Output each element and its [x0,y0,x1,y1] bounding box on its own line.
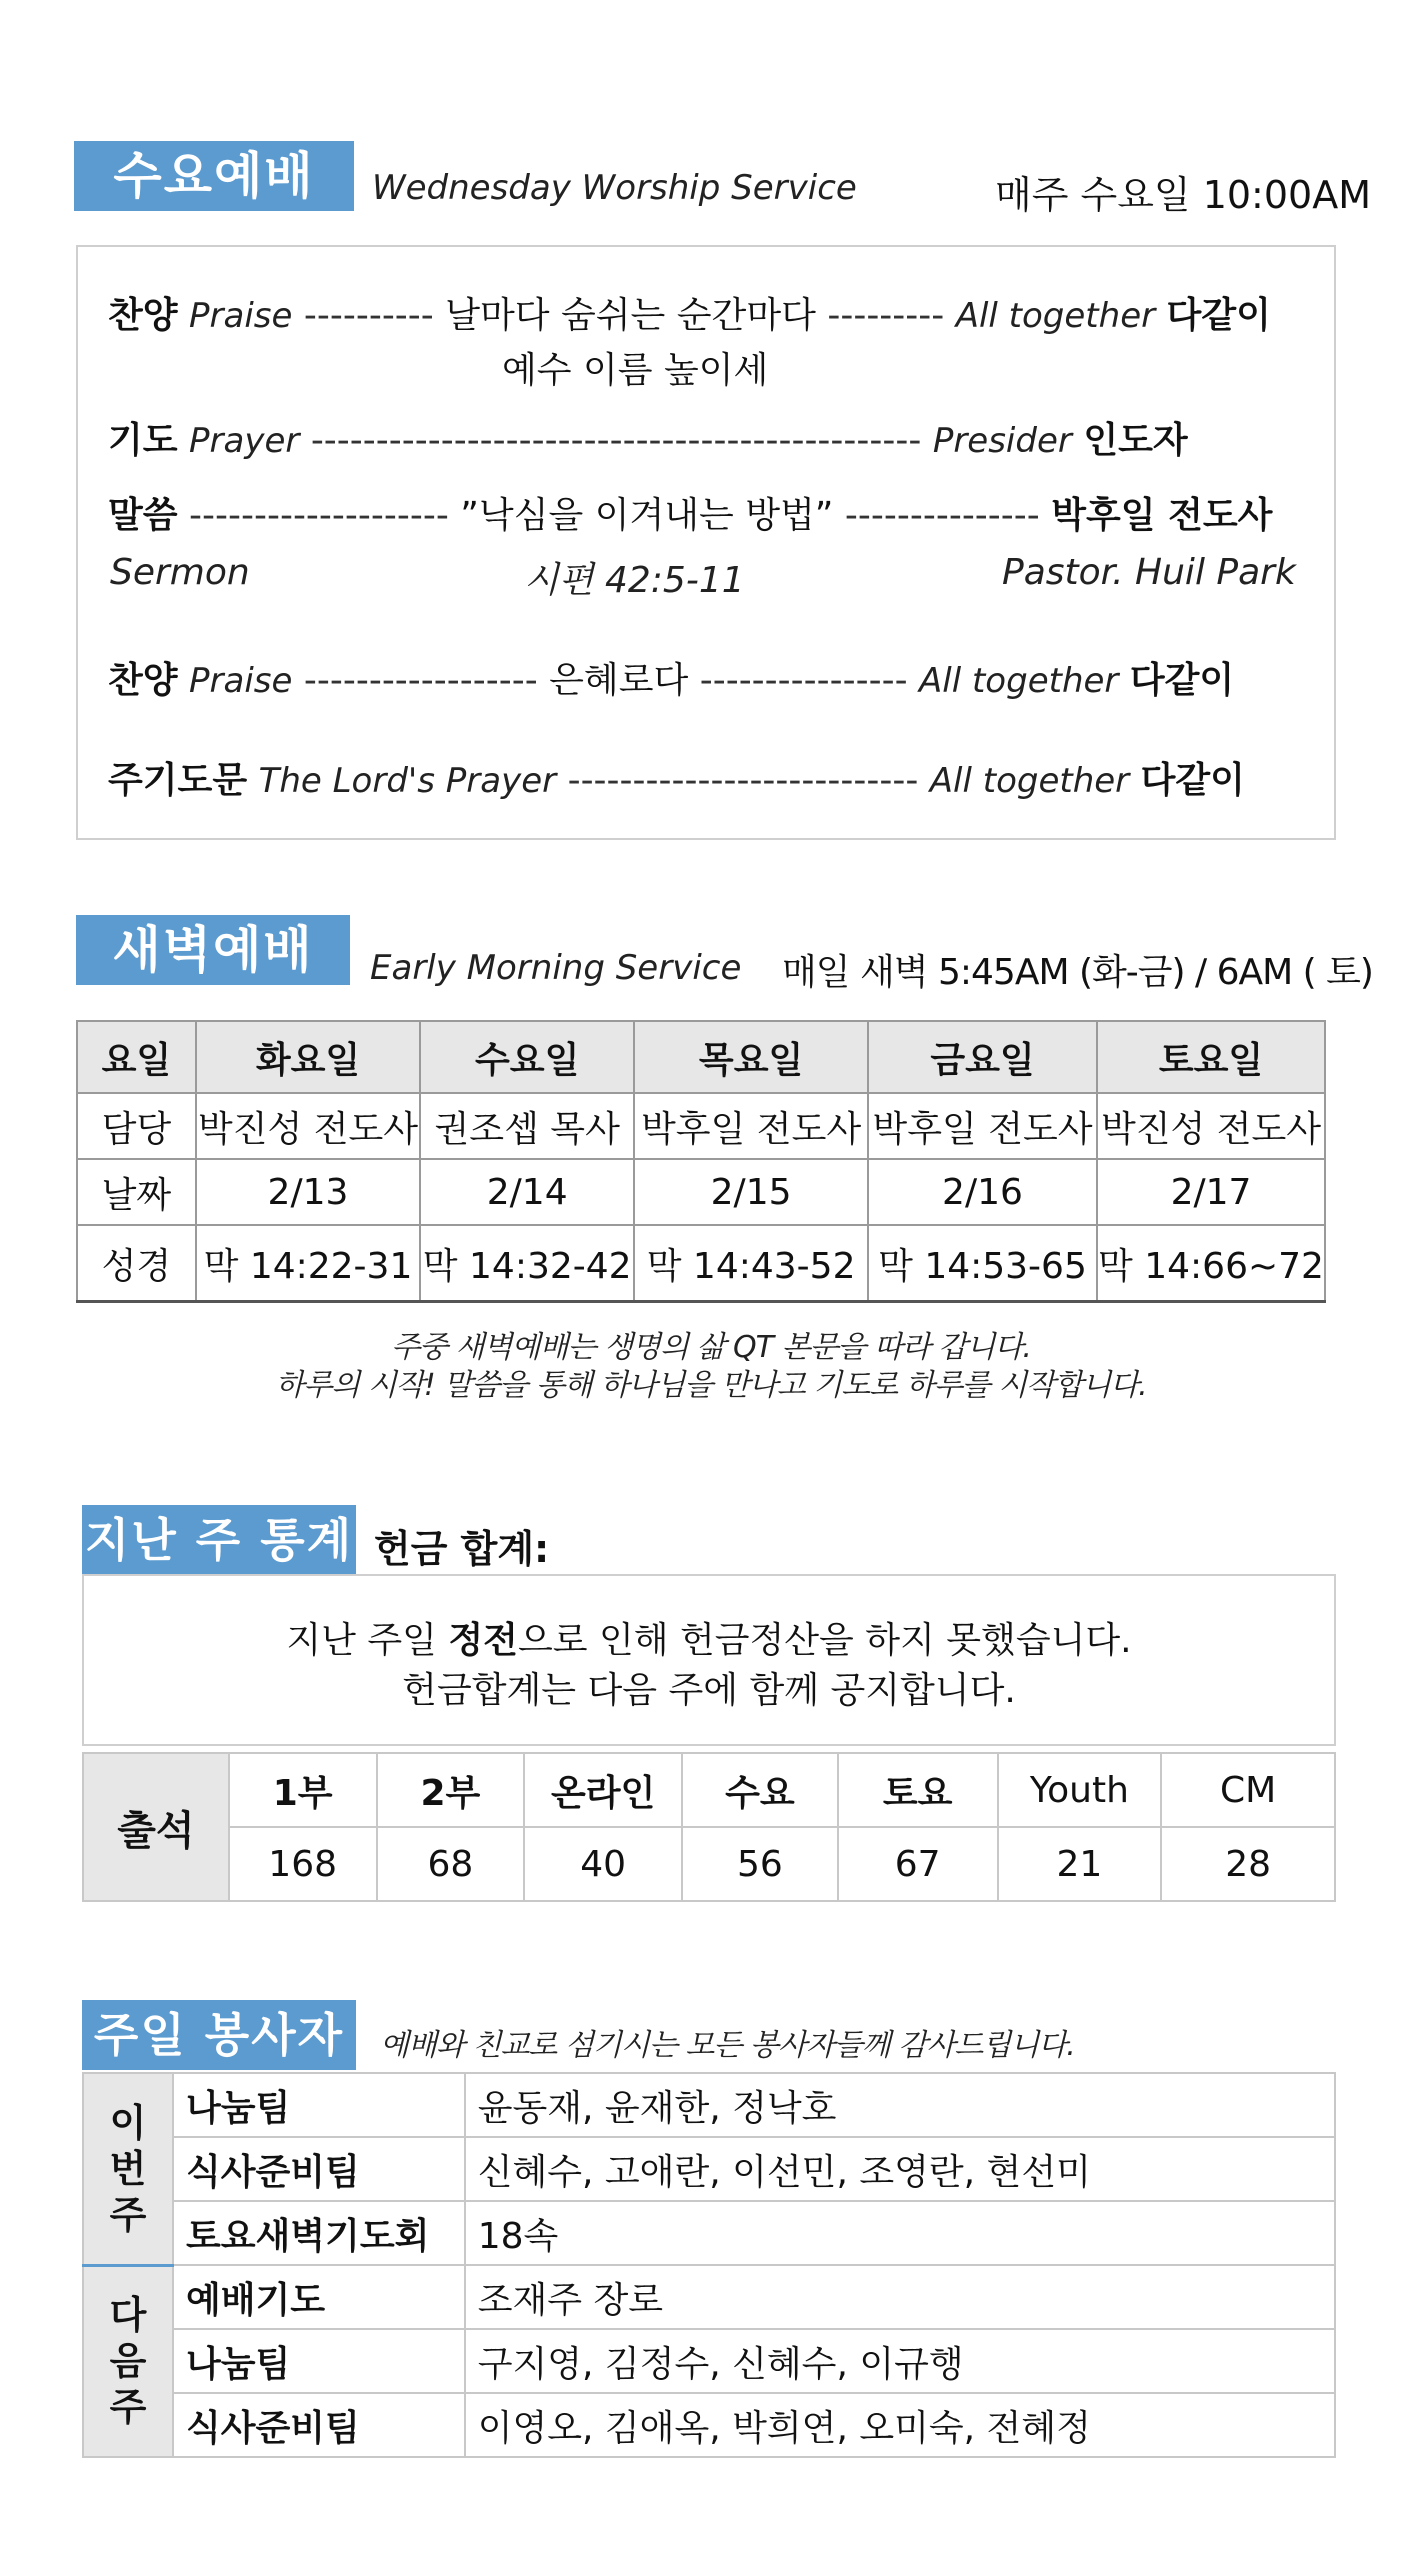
song-title: 은혜로다 [549,660,689,701]
dash: --------- [827,295,945,336]
praise-label: 찬양 [108,660,178,701]
this-week-label: 이번주 [83,2073,173,2265]
leader-ko: 다같이 [1166,295,1271,336]
volunteer-names: 신혜수, 고애란, 이선민, 조영란, 현선미 [465,2137,1335,2201]
lords-prayer-label: 주기도문 [108,760,248,801]
table-cell: 박진성 전도사 [196,1093,420,1159]
table-row [77,1225,1325,1302]
leader-ko: 인도자 [1083,420,1188,461]
volunteer-names: 이영오, 김애옥, 박희연, 오미숙, 전혜정 [465,2393,1335,2457]
volunteer-role: 나눔팀 [173,2073,465,2137]
leader-en: All together [955,296,1156,336]
sermon-en: Sermon [110,552,250,593]
dash: ------------------ [303,660,538,701]
praise-label: 찬양 [108,295,178,336]
table-cell: 박후일 전도사 [634,1093,868,1159]
attendance-table [82,1752,1336,1902]
table-row [83,2329,1335,2393]
volunteers-tag: 주일 봉사자 [82,2000,356,2070]
dawn-note-2: 하루의 시작! 말씀을 통해 하나님을 만나고 기도로 하루를 시작합니다. [275,1368,1147,1403]
message-part: 으로 인해 헌금정산을 하지 못했습니다. [517,1620,1132,1661]
leader-en: All together [919,661,1119,701]
sermon-row [108,487,1334,538]
dawn-schedule: 매일 새벽 5:45AM (화-금) / 6AM ( 토) [782,952,1373,993]
sermon-title: ”낙심을 이겨내는 방법” [460,495,834,536]
offering-message-1 [84,1612,1334,1663]
dash: ---------- [303,295,434,336]
dawn-table [76,1020,1326,1303]
volunteers-table [82,2072,1336,2458]
attendance-values-row [83,1827,1335,1901]
row-label: 성경 [77,1225,196,1302]
attendance-col-header: CM [1161,1753,1335,1827]
volunteer-names: 구지영, 김정수, 신혜수, 이규행 [465,2329,1335,2393]
praise-row-2 [108,652,1334,703]
volunteer-role: 토요새벽기도회 [173,2201,465,2265]
sermon-verse: 시편 42:5-11 [524,560,745,601]
dash: --------------------------- [567,760,919,801]
praise-en: Praise [189,661,293,701]
lords-prayer-row [108,752,1334,803]
preacher-en: Pastor. Huil Park [1002,552,1296,593]
prayer-en: Prayer [189,421,300,461]
header-wed: 수요일 [420,1021,634,1093]
table-cell: 2/13 [196,1159,420,1225]
table-cell: 막 14:22-31 [196,1225,420,1302]
row-label: 날짜 [77,1159,196,1225]
stats-tag: 지난 주 통계 [82,1505,356,1575]
attendance-col-header: 온라인 [524,1753,682,1827]
table-cell: 2/14 [420,1159,634,1225]
table-cell: 2/15 [634,1159,868,1225]
attendance-value: 21 [998,1827,1162,1901]
attendance-header-row [83,1753,1335,1827]
dash: -------------------- [189,495,449,536]
praise-en: Praise [189,296,293,336]
attendance-col-header: 1부 [229,1753,377,1827]
leader-en: Presider [932,421,1072,461]
volunteer-role: 식사준비팀 [173,2137,465,2201]
header-tue: 화요일 [196,1021,420,1093]
next-week-label: 다음주 [83,2265,173,2457]
volunteer-names: 윤동재, 윤재한, 정낙호 [465,2073,1335,2137]
sermon-label: 말씀 [108,495,178,536]
table-row [77,1093,1325,1159]
header-day: 요일 [77,1021,196,1093]
table-cell: 막 14:53-65 [868,1225,1097,1302]
volunteer-role: 예배기도 [173,2265,465,2329]
volunteer-role: 나눔팀 [173,2329,465,2393]
volunteers-note: 예배와 친교로 섬기시는 모든 봉사자들께 감사드립니다. [380,2028,1075,2063]
header-thu: 목요일 [634,1021,868,1093]
attendance-value: 67 [838,1827,998,1901]
leader-en: All together [929,761,1130,801]
table-row [83,2137,1335,2201]
leader-ko: 다같이 [1140,760,1245,801]
attendance-col-header: Youth [998,1753,1162,1827]
header-fri: 금요일 [868,1021,1097,1093]
wednesday-subtitle: Wednesday Worship Service [372,168,857,208]
offering-message-box [82,1574,1336,1746]
attendance-col-header: 2부 [377,1753,525,1827]
prayer-row [108,412,1334,463]
volunteer-names: 18속 [465,2201,1335,2265]
song-title: 날마다 숨쉬는 순간마다 [445,295,816,336]
table-cell: 2/16 [868,1159,1097,1225]
table-cell: 박후일 전도사 [868,1093,1097,1159]
table-cell: 2/17 [1097,1159,1325,1225]
attendance-value: 28 [1161,1827,1335,1901]
volunteer-role: 식사준비팀 [173,2393,465,2457]
offering-label: 헌금 합계: [374,1527,550,1571]
dawn-header-row [77,1021,1325,1093]
table-row [77,1159,1325,1225]
preacher: 박후일 전도사 [1051,495,1273,536]
attendance-value: 56 [682,1827,838,1901]
table-row [83,2265,1335,2329]
message-emphasis: 정전 [448,1620,518,1661]
row-label: 담당 [77,1093,196,1159]
dash: ---------------- [699,660,908,701]
dash: --------------- [844,495,1040,536]
offering-message-2: 헌금합계는 다음 주에 함께 공지합니다. [402,1670,1016,1711]
attendance-col-header: 토요 [838,1753,998,1827]
dash: ----------------------------------------------- [310,420,922,461]
table-cell: 막 14:32-42 [420,1225,634,1302]
table-cell: 막 14:43-52 [634,1225,868,1302]
attendance-col-header: 수요 [682,1753,838,1827]
table-row [83,2073,1335,2137]
attendance-value: 168 [229,1827,377,1901]
attendance-label: 출석 [83,1753,229,1901]
attendance-value: 40 [524,1827,682,1901]
table-row [83,2393,1335,2457]
leader-ko: 다같이 [1129,660,1235,701]
wednesday-order-box [76,245,1336,840]
prayer-label: 기도 [108,420,178,461]
lords-prayer-en: The Lord's Prayer [258,761,557,801]
table-cell: 막 14:66~72 [1097,1225,1325,1302]
table-row [83,2201,1335,2265]
attendance-value: 68 [377,1827,525,1901]
dawn-subtitle: Early Morning Service [370,948,742,988]
table-cell: 박진성 전도사 [1097,1093,1325,1159]
dawn-tag: 새벽예배 [76,915,350,985]
wednesday-schedule: 매주 수요일 10:00AM [995,173,1371,217]
header-sat: 토요일 [1097,1021,1325,1093]
wednesday-tag: 수요예배 [74,141,354,211]
dawn-note-1: 주중 새벽예배는 생명의 삶 QT 본문을 따라 갑니다. [391,1330,1031,1365]
praise-row [108,287,1334,338]
volunteer-names: 조재주 장로 [465,2265,1335,2329]
message-part: 지난 주일 [286,1620,449,1661]
song-title-line2: 예수 이름 높이세 [502,350,769,391]
table-cell: 권조셉 목사 [420,1093,634,1159]
